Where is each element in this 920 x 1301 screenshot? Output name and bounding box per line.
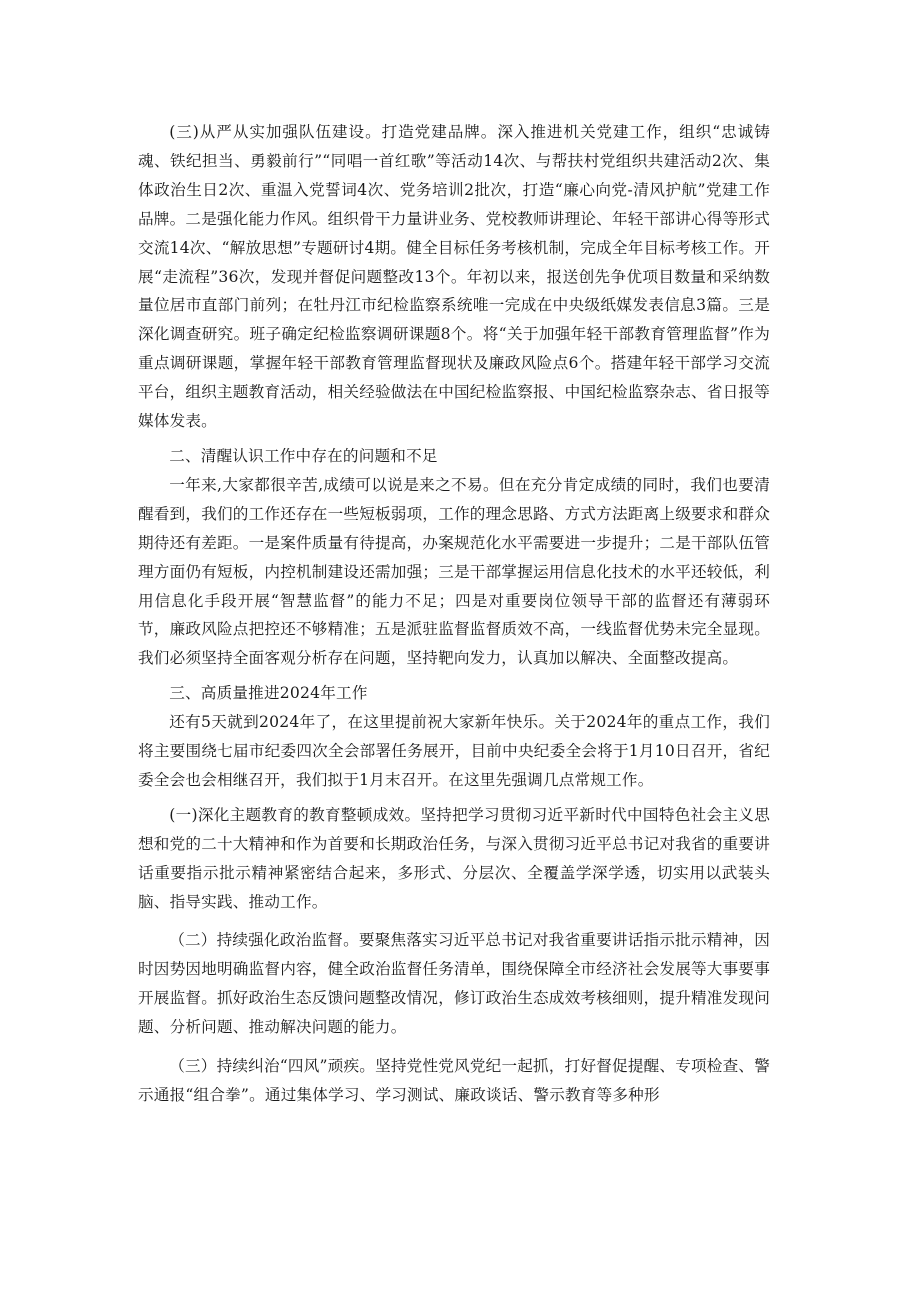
paragraph-four-winds: （三）持续纠治“四风”顽疾。坚持党性党风党纪一起抓，打好督促提醒、专项检查、警示通报“组合拳”。通过集体学习、学习测试、廉政谈话、警示教育等多种形 (138, 1057, 770, 1104)
paragraph-political-supervision: （二）持续强化政治监督。要聚焦落实习近平总书记对我省重要讲话指示批示精神，因时因势因地明确监督内容，健全政治监督任务清单，围绕保障全市经济社会发展等大事要事开展监督。抓好政治生态反馈问题整改情况，修订政治生态成效考核细则，提升精准发现问题、分析问题、推动解决问题的能力。 (138, 931, 770, 1037)
section-heading-2024-work: 三、高质量推进2024年工作 (169, 684, 368, 703)
section-heading-problems: 二、清醒认识工作中存在的问题和不足 (169, 446, 438, 465)
document-page (138, 118, 770, 1110)
paragraph-theme-education: (一)深化主题教育的教育整顿成效。坚持把学习贯彻习近平新时代中国特色社会主义思想和党的二十大精神和作为首要和长期政治任务，与深入贯彻习近平总书记对我省的重要讲话重要指示批示精神紧密结合起来，多形式、分层次、全覆盖学深学透，切实用以武装头脑、指导实践、推动工作。 (138, 805, 770, 911)
paragraph-2024-intro: 还有5天就到2024年了，在这里提前祝大家新年快乐。关于2024年的重点工作，我们将主要围绕七届市纪委四次全会部署任务展开，目前中央纪委全会将于1月10日召开，省纪委全会也会相继召开，我们拟于1月末召开。在这里先强调几点常规工作。 (138, 713, 770, 789)
paragraph-team-building: (三)从严从实加强队伍建设。打造党建品牌。深入推进机关党建工作，组织“忠诚铸魂、铁纪担当、勇毅前行”“同唱一首红歌”等活动14次、与帮扶村党组织共建活动2次、集体政治生日2次、重温入党誓词4次、党务培训2批次，打造“廉心向党-清风护航”党建工作品牌。二是强化能力作风。组织骨干力量讲业务、党校教师讲理论、年轻干部讲心得等形式交流14次、“解放思想”专题研讨4期。健全目标任务考核机制，完成全年目标考核工作。开展“走流程”36次，发现并督促问题整改13个。年初以来，报送创先争优项目数量和采纳数量位居市直部门前列；在牡丹江市纪检监察系统唯一完成在中央级纸媒发表信息3篇。三是深化调查研究。班子确定纪检监察调研课题8个。将“关于加强年轻干部教育管理监督”作为重点调研课题，掌握年轻干部教育管理监督现状及廉政风险点6个。搭建年轻干部学习交流平台，组织主题教育活动，相关经验做法在中国纪检监察报、中国纪检监察杂志、省日报等媒体发表。 (138, 123, 770, 431)
paragraph-problems: 一年来,大家都很辛苦,成绩可以说是来之不易。但在充分肯定成绩的同时，我们也要清醒看到，我们的工作还存在一些短板弱项，工作的理念思路、方式方法距离上级要求和群众期待还有差距。一是案件质量有待提高，办案规范化水平需要进一步提升；二是干部队伍管理方面仍有短板，内控机制建设还需加强；三是干部掌握运用信息化技术的水平还较低，利用信息化手段开展“智慧监督”的能力不足；四是对重要岗位领导干部的监督还有薄弱环节，廉政风险点把控还不够精准；五是派驻监督监督质效不高，一线监督优势未完全显现。我们必须坚持全面客观分析存在问题，坚持靶向发力，认真加以解决、全面整改提高。 (138, 475, 770, 668)
